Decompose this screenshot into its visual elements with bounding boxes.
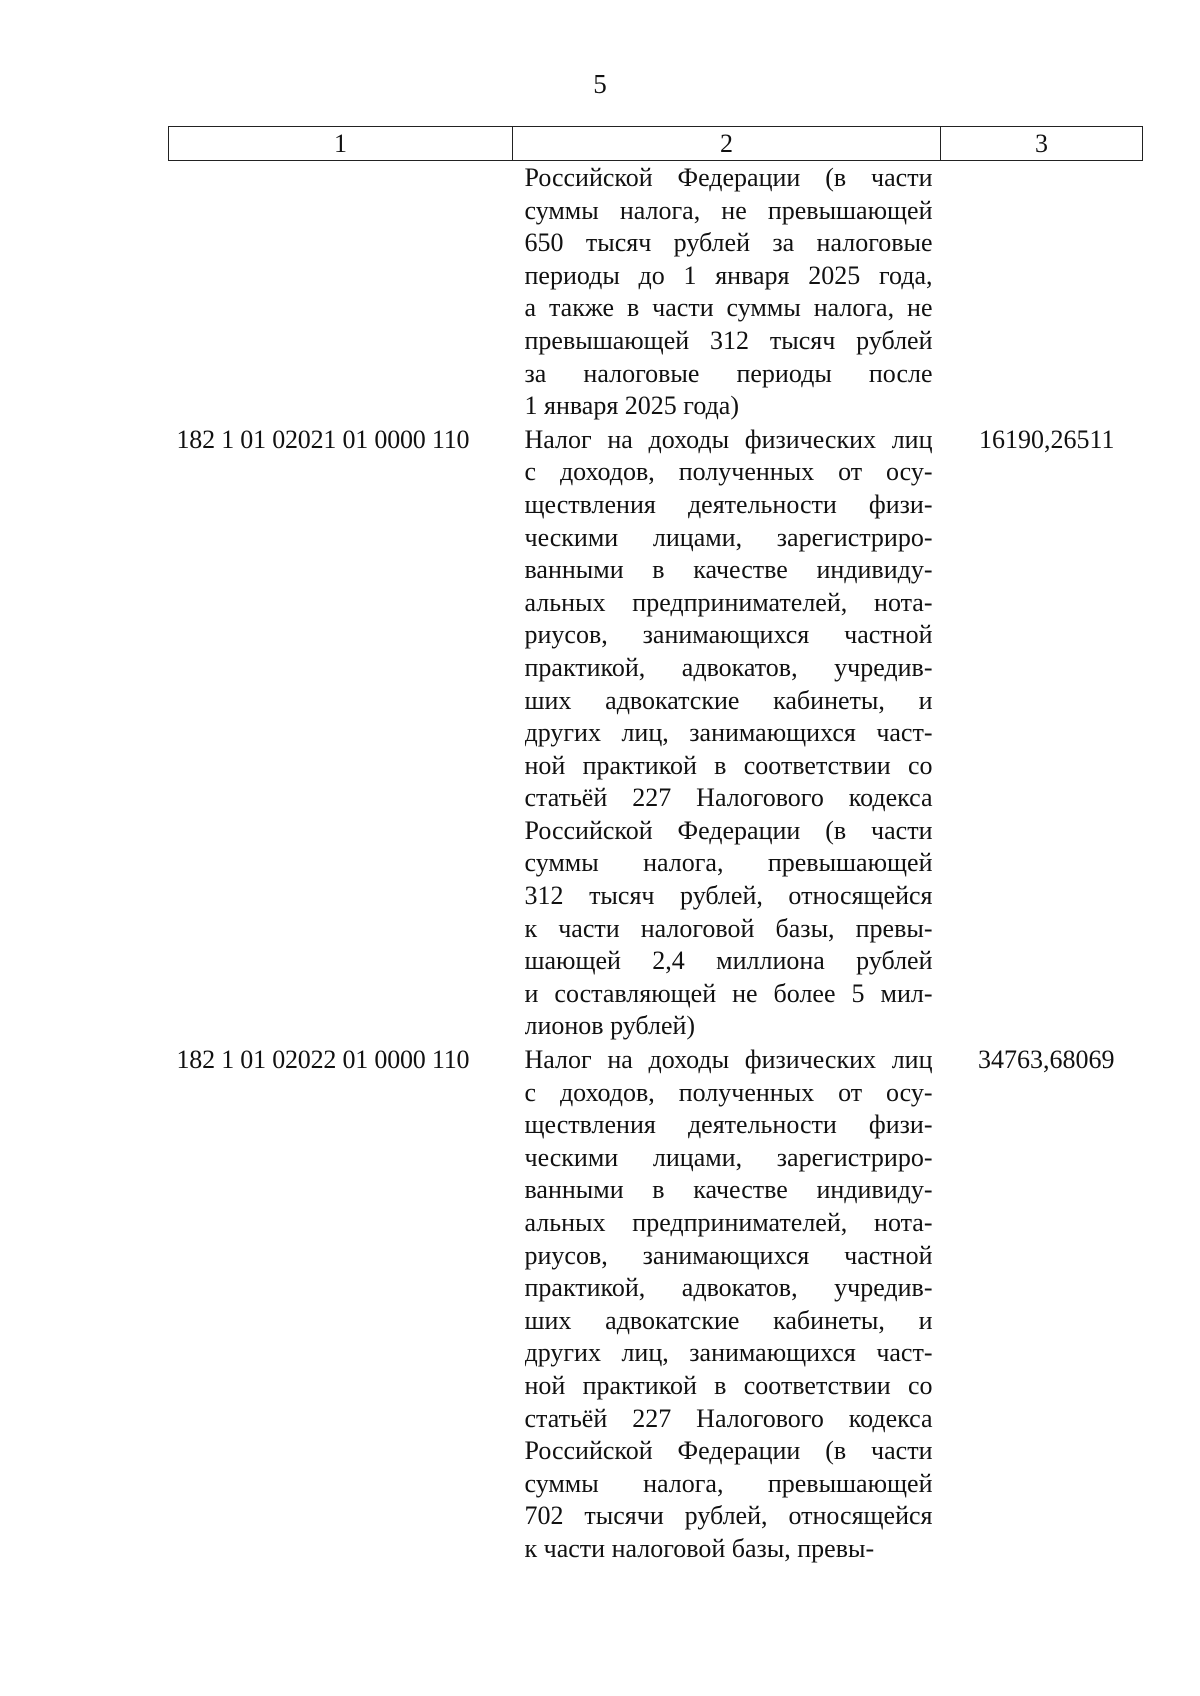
description-line: статьёй 227 Налогового кодекса: [524, 1403, 933, 1433]
description-line: а также в части суммы налога, не: [524, 293, 933, 323]
description-line: Российской Федерации (в части: [524, 1436, 933, 1466]
description-line: к части налоговой базы, превы-: [524, 1533, 875, 1563]
revenue-description: [513, 423, 941, 1043]
description-line: ческими лицами, зарегистриро-: [524, 522, 933, 552]
description-line: других лиц, занимающихся част-: [524, 1338, 933, 1368]
description-line: Российской Федерации (в части: [524, 815, 933, 845]
description-line: ществления деятельности физи-: [524, 489, 933, 519]
description-line: ванными в качестве индивиду-: [524, 1175, 933, 1205]
description-line: превышающей 312 тысяч рублей: [524, 325, 933, 355]
description-line: Налог на доходы физических лиц: [524, 1045, 933, 1075]
description-line: ших адвокатские кабинеты, и: [524, 1305, 933, 1335]
description-line: 1 января 2025 года): [524, 391, 739, 421]
revenue-description: [513, 1043, 941, 1566]
description-line: ной практикой в соответствии со: [524, 1370, 933, 1400]
table-row: [169, 423, 1143, 1043]
budget-classification-code: 182 1 01 02022 01 0000 110: [176, 1045, 470, 1075]
description-line: периоды до 1 января 2025 года,: [524, 260, 933, 290]
revenue-description: [513, 161, 941, 423]
description-line: практикой, адвокатов, учредив-: [524, 652, 933, 682]
budget-classification-code: 182 1 01 02021 01 0000 110: [176, 424, 470, 454]
description-line: с доходов, полученных от осу-: [524, 457, 933, 487]
table-body: [169, 161, 1143, 1566]
page-number: 5: [593, 69, 607, 99]
amount-value: [941, 161, 1143, 423]
column-header-2: 2: [513, 127, 941, 161]
description-line: риусов, занимающихся частной: [524, 620, 933, 650]
amount-value: 16190,26511: [978, 424, 1115, 454]
description-line: ществления деятельности физи-: [524, 1110, 933, 1140]
description-line: шающей 2,4 миллиона рублей: [524, 946, 933, 976]
description-line: ванными в качестве индивиду-: [524, 555, 933, 585]
description-line: суммы налога, не превышающей: [524, 195, 933, 225]
description-line: ной практикой в соответствии со: [524, 750, 933, 780]
description-line: риусов, занимающихся частной: [524, 1240, 933, 1270]
description-line: за налоговые периоды после: [524, 358, 933, 388]
column-header-1: 1: [169, 127, 513, 161]
description-line: ческими лицами, зарегистриро-: [524, 1142, 933, 1172]
table-row: [169, 1043, 1143, 1566]
description-line: к части налоговой базы, превы-: [524, 913, 933, 943]
description-line: с доходов, полученных от осу-: [524, 1077, 933, 1107]
description-line: практикой, адвокатов, учредив-: [524, 1273, 933, 1303]
budget-table: [168, 126, 1143, 1566]
amount-value: 34763,68069: [978, 1045, 1115, 1075]
description-line: 650 тысяч рублей за налоговые: [524, 228, 933, 258]
description-line: альных предпринимателей, нота-: [524, 587, 933, 617]
description-line: суммы налога, превышающей: [524, 848, 933, 878]
description-line: лионов рублей): [524, 1011, 696, 1041]
budget-classification-code: [169, 161, 513, 423]
description-line: Налог на доходы физических лиц: [524, 424, 933, 454]
description-line: и составляющей не более 5 мил-: [524, 978, 933, 1008]
description-line: суммы налога, превышающей: [524, 1468, 933, 1498]
description-line: других лиц, занимающихся част-: [524, 718, 933, 748]
description-line: статьёй 227 Налогового кодекса: [524, 783, 933, 813]
column-header-3: 3: [941, 127, 1143, 161]
table-row: [169, 161, 1143, 423]
description-line: 312 тысяч рублей, относящейся: [524, 881, 933, 911]
description-line: ших адвокатские кабинеты, и: [524, 685, 933, 715]
description-line: альных предпринимателей, нота-: [524, 1208, 933, 1237]
header-row: [169, 127, 1143, 161]
description-line: 702 тысячи рублей, относящейся: [524, 1501, 933, 1531]
description-line: Российской Федерации (в части: [524, 163, 933, 192]
